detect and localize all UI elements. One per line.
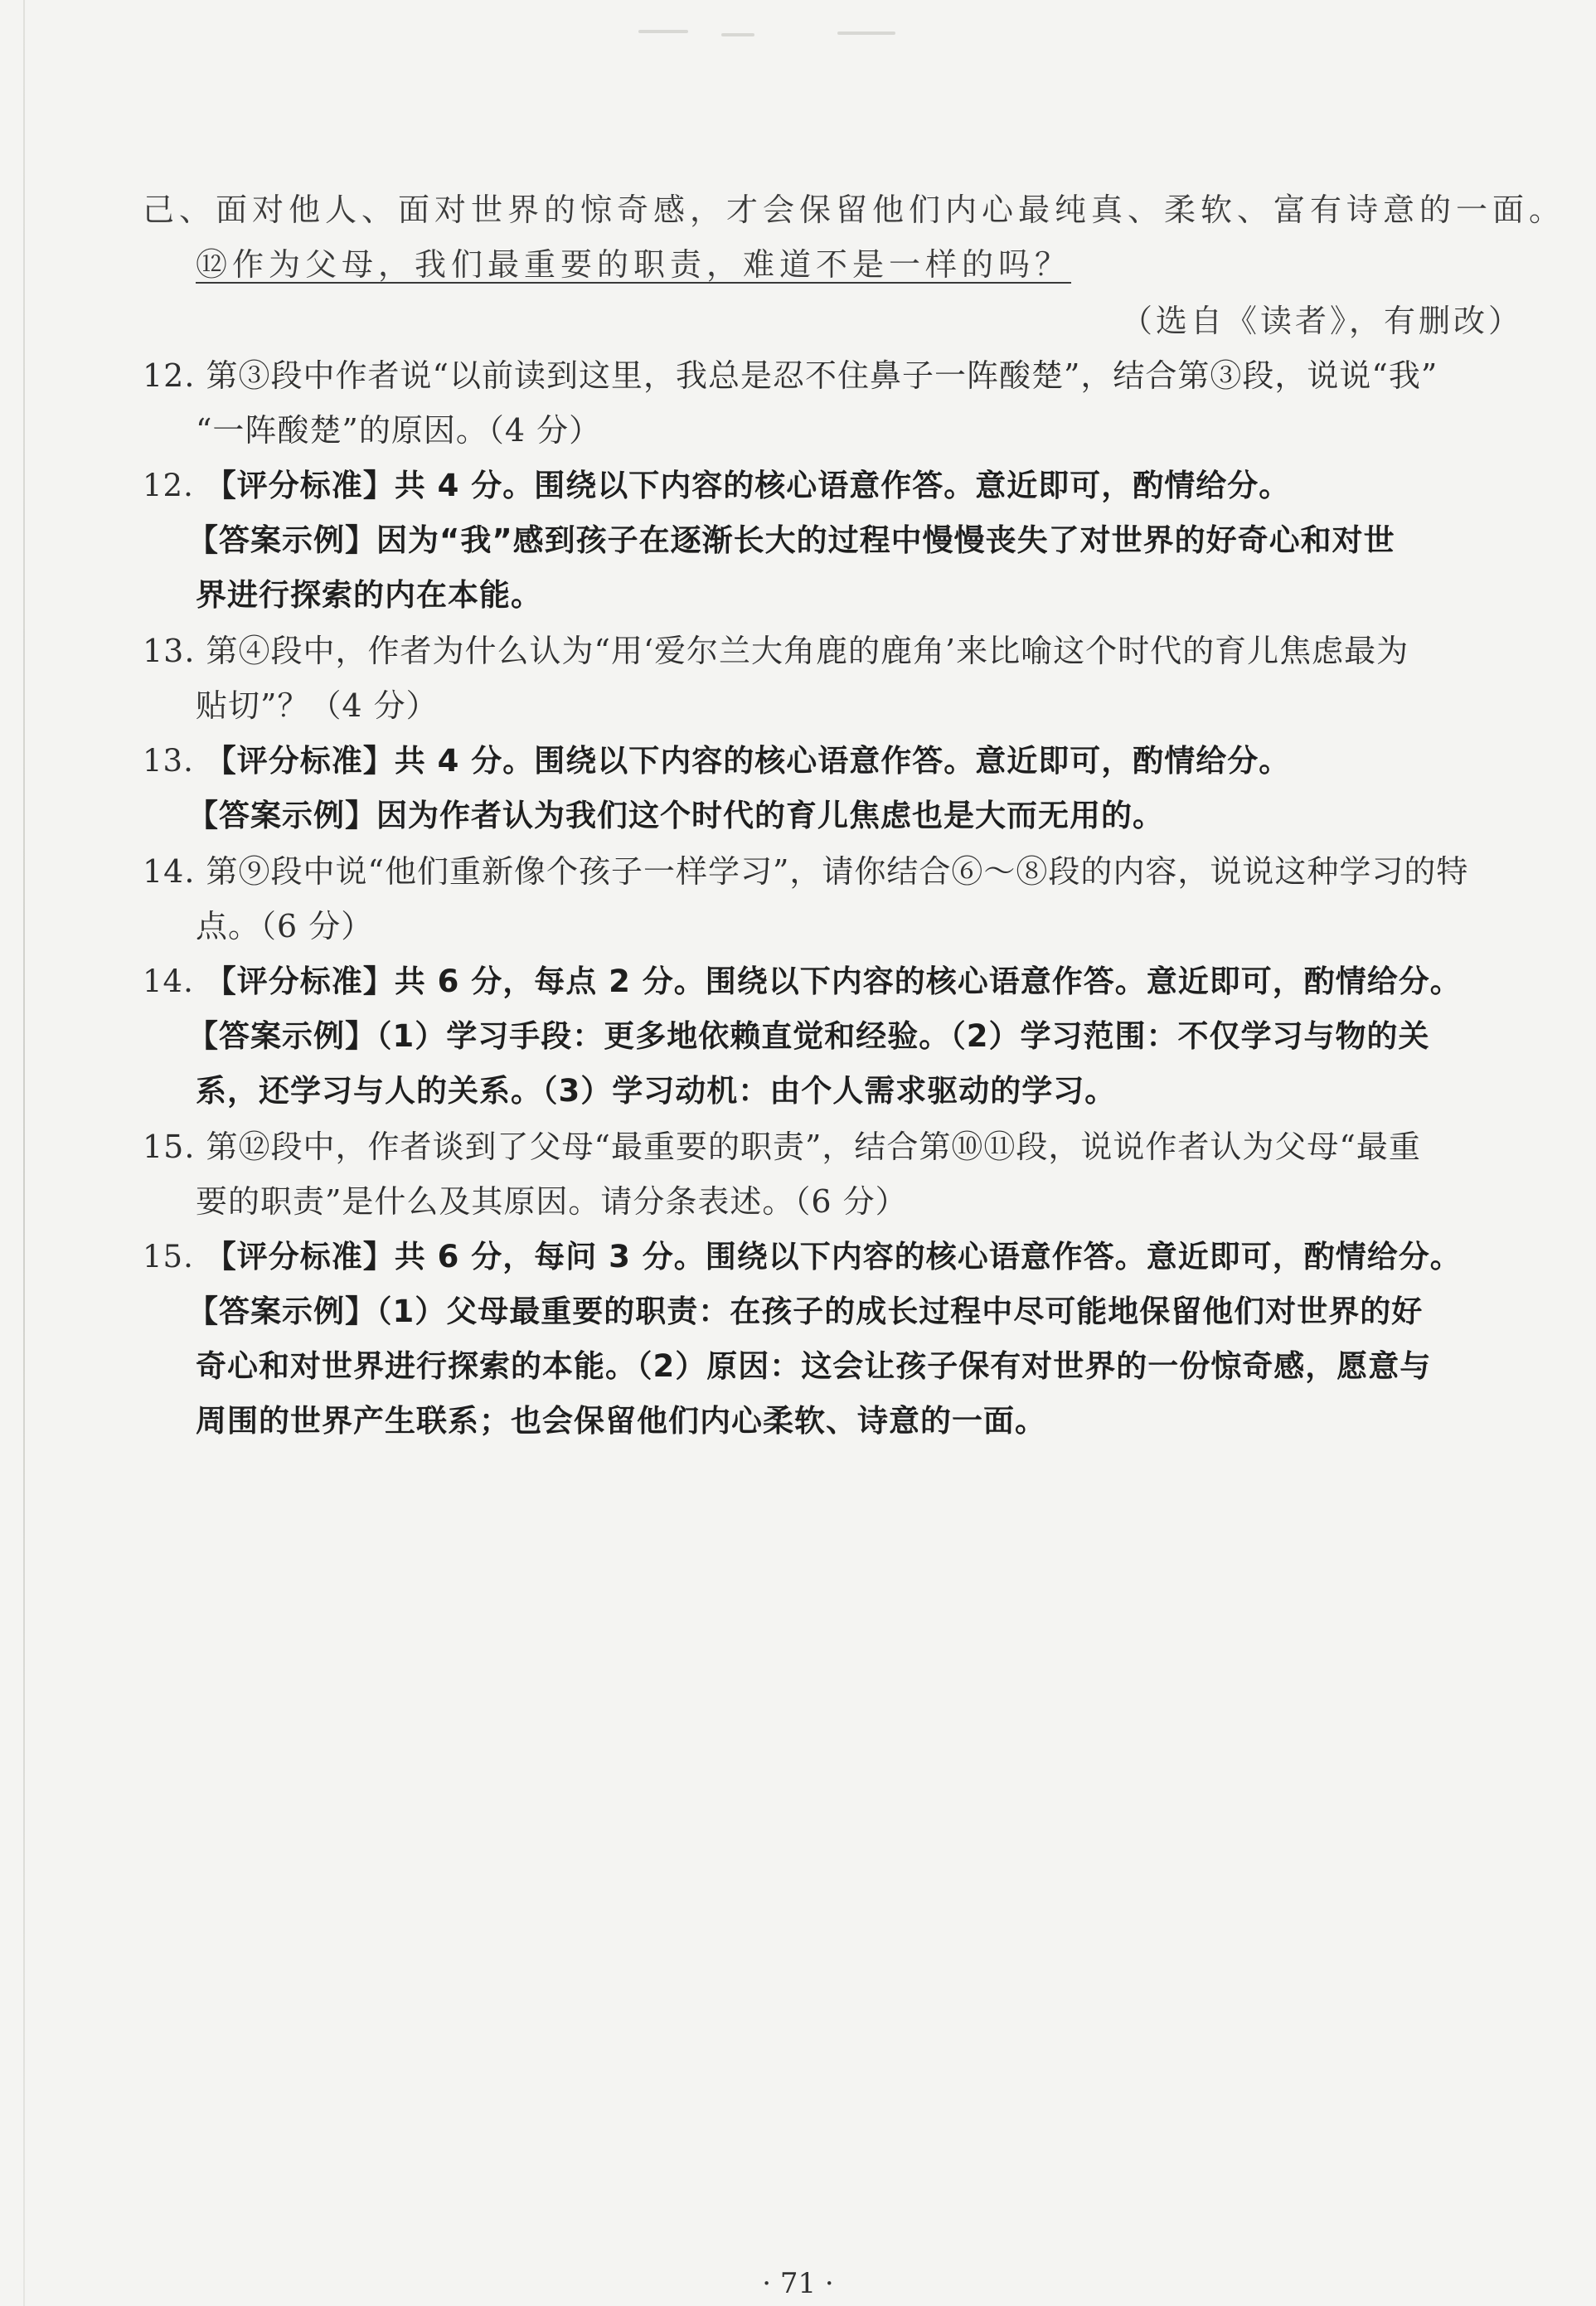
- question-number: 13.: [143, 633, 196, 669]
- question-text: 第③段中作者说“以前读到这里，我总是忍不住鼻子一阵酸楚”，结合第③段，说说“我”: [206, 357, 1438, 394]
- passage-line: 己、面对他人、面对世界的惊奇感，才会保留他们内心最纯真、柔软、富有诗意的一面。: [143, 192, 1566, 228]
- question-text: 第⑨段中说“他们重新像个孩子一样学习”，请你结合⑥～⑧段的内容，说说这种学习的特: [206, 853, 1469, 890]
- question-12-line-2: “一阵酸楚”的原因。（4 分）: [196, 412, 602, 449]
- passage-closing-line: ⑫作为父母，我们最重要的职责，难道不是一样的吗？: [196, 246, 1072, 283]
- question-number: 12.: [143, 357, 196, 394]
- answer-14-example-line-1: 【答案示例】（1）学习手段：更多地依赖直觉和经验。（2）学习范围：不仅学习与物的关: [187, 1018, 1430, 1054]
- question-number: 15.: [143, 1129, 196, 1165]
- answer-15-scoring: [143, 1231, 1462, 1276]
- answer-12-scoring: [143, 460, 1290, 505]
- answer-13-example-line-1: 【答案示例】因为作者认为我们这个时代的育儿焦虑也是大而无用的。: [187, 798, 1164, 833]
- answer-number: 12.: [143, 468, 194, 503]
- question-15-line-1: [143, 1121, 1421, 1167]
- answer-12-example-line-2: 界进行探索的内在本能。: [196, 577, 542, 613]
- scoring-standard: 【评分标准】共 4 分。围绕以下内容的核心语意作答。意近即可，酌情给分。: [205, 743, 1291, 779]
- question-15-line-2: 要的职责”是什么及其原因。请分条表述。（6 分）: [196, 1183, 908, 1220]
- answer-number: 15.: [143, 1239, 194, 1274]
- scoring-standard: 【评分标准】共 6 分，每问 3 分。围绕以下内容的核心语意作答。意近即可，酌情给分。: [205, 1239, 1462, 1274]
- answer-12-example-line-1: 【答案示例】因为“我”感到孩子在逐渐长大的过程中慢慢丧失了对世界的好奇心和对世: [187, 522, 1395, 558]
- source-citation: （选自《读者》，有删改）: [1120, 303, 1523, 339]
- question-text: 第④段中，作者为什么认为“用‘爱尔兰大角鹿的鹿角’来比喻这个时代的育儿焦虑最为: [206, 633, 1409, 669]
- question-13-line-2: 贴切”？（4 分）: [196, 687, 439, 724]
- scan-artifact: [630, 23, 962, 48]
- scoring-standard: 【评分标准】共 6 分，每点 2 分。围绕以下内容的核心语意作答。意近即可，酌情给分。: [205, 964, 1462, 999]
- question-number: 14.: [143, 853, 196, 890]
- answer-14-scoring: [143, 956, 1462, 1001]
- question-text: 第⑫段中，作者谈到了父母“最重要的职责”，结合第⑩⑪段，说说作者认为父母“最重: [206, 1129, 1421, 1165]
- question-14-line-2: 点。（6 分）: [196, 908, 374, 944]
- page-edge: [23, 0, 25, 2306]
- answer-15-example-line-2: 奇心和对世界进行探索的本能。（2）原因：这会让孩子保有对世界的一份惊奇感，愿意与: [196, 1348, 1432, 1384]
- answer-15-example-line-3: 周围的世界产生联系；也会保留他们内心柔软、诗意的一面。: [196, 1403, 1046, 1439]
- question-14-line-1: [143, 846, 1468, 891]
- answer-14-example-line-2: 系，还学习与人的关系。（3）学习动机：由个人需求驱动的学习。: [196, 1073, 1117, 1109]
- answer-13-scoring: [143, 735, 1290, 780]
- question-12-line-1: [143, 350, 1438, 396]
- question-13-line-1: [143, 625, 1409, 671]
- answer-15-example-line-1: 【答案示例】（1）父母最重要的职责：在孩子的成长过程中尽可能地保留他们对世界的好: [187, 1294, 1424, 1329]
- answer-number: 13.: [143, 743, 194, 779]
- page-number: · 71 ·: [762, 2267, 834, 2300]
- answer-number: 14.: [143, 964, 194, 999]
- scoring-standard: 【评分标准】共 4 分。围绕以下内容的核心语意作答。意近即可，酌情给分。: [205, 468, 1291, 503]
